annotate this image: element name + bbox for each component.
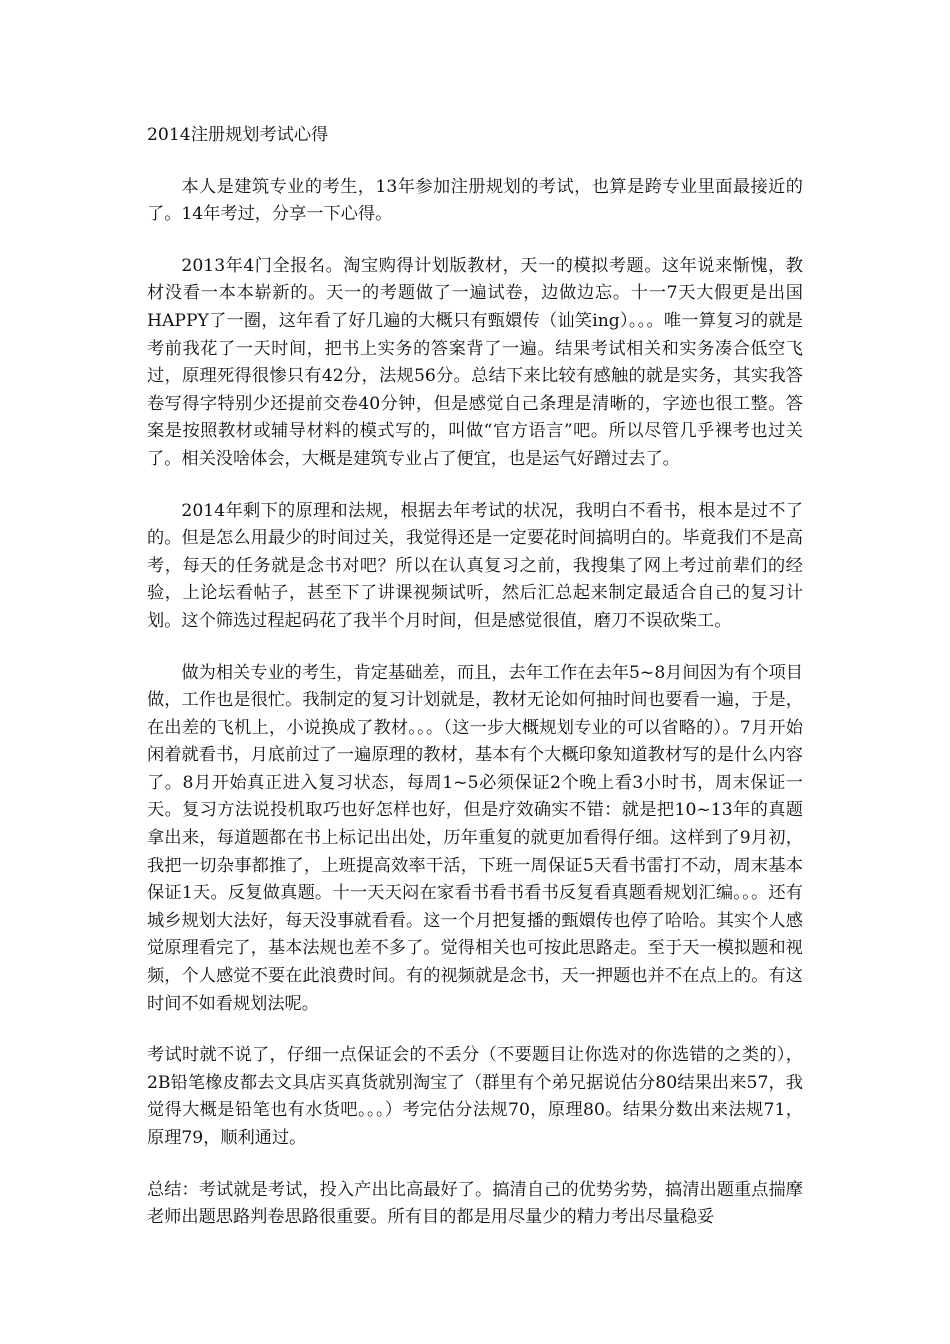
- paragraph-intro: 本人是建筑专业的考生，13年参加注册规划的考试，也算是跨专业里面最接近的了。14年考过，分享一下心得。: [147, 176, 803, 225]
- paragraph-summary: 总结：考试就是考试，投入产出比高最好了。搞清自己的优势劣势，搞清出题重点揣摩老师出题思路判卷思路很重要。所有目的都是用尽量少的精力考出尽量稳妥: [147, 1179, 803, 1228]
- paragraph-2014: 2014年剩下的原理和法规，根据去年考试的状况，我明白不看书，根本是过不了的。但是怎么用最少的时间过关，我觉得还是一定要花时间搞明白的。毕竟我们不是高考，每天的任务就是念书对吧？所以在认真复习之前，我搜集了网上考过前辈们的经验，上论坛看帖子，甚至下了讲课视频试听，然后汇总起来制定最适合自己的复习计划。这个筛选过程起码花了我半个月时间，但是感觉很值，磨刀不误砍柴工。: [147, 500, 803, 631]
- paragraph-exam: 考试时就不说了，仔细一点保证会的不丢分（不要题目让你选对的你选错的之类的），2B铅笔橡皮都去文具店买真货就别淘宝了（群里有个弟兄据说估分80结果出来57，我觉得大概是铅笔也有水货吧。。。）考完估分法规70，原理80。结果分数出来法规71，原理79，顺利通过。: [147, 1045, 803, 1148]
- document-body: [147, 122, 803, 1256]
- paragraph-study-plan: 做为相关专业的考生，肯定基础差，而且，去年工作在去年5~8月间因为有个项目做，工作也是很忙。我制定的复习计划就是，教材无论如何抽时间也要看一遍，于是，在出差的飞机上，小说换成了教材。。。（这一步大概规划专业的可以省略的）。7月开始闲着就看书，月底前过了一遍原理的教材，基本有个大概印象知道教材写的是什么内容了。8月开始真正进入复习状态，每周1~5必须保证2个晚上看3小时书，周末保证一天。复习方法说投机取巧也好怎样也好，但是疗效确实不错：就是把10~13年的真题拿出来，每道题都在书上标记出出处，历年重复的就更加看得仔细。这样到了9月初，我把一切杂事都推了，上班提高效率干活，下班一周保证5天看书雷打不动，周末基本保证1天。反复做真题。十一天天闷在家看书看书看书反复看真题看规划汇编。。。还有城乡规划大法好，每天没事就看看。这一个月把复播的甄嬛传也停了哈哈。其实个人感觉原理看完了，基本法规也差不多了。觉得相关也可按此思路走。至于天一模拟题和视频，个人感觉不要在此浪费时间。有的视频就是念书，天一押题也并不在点上的。有这时间不如看规划法呢。: [147, 662, 803, 1014]
- document-title: 2014注册规划考试心得: [147, 125, 329, 145]
- paragraph-2013: 2013年4门全报名。淘宝购得计划版教材，天一的模拟考题。这年说来惭愧，教材没看一本本崭新的。天一的考题做了一遍试卷，边做边忘。十一7天大假更是出国HAPPY了一圈，这年看了好几遍的大概只有甄嬛传（讪笑ing）。。。唯一算复习的就是考前我花了一天时间，把书上实务的答案背了一遍。结果考试相关和实务凑合低空飞过，原理死得很惨只有42分，法规56分。总结下来比较有感触的就是实务，其实我答卷写得字特别少还提前交卷40分钟，但是感觉自己条理是清晰的，字迹也很工整。答案是按照教材或辅导材料的模式写的，叫做“官方语言”吧。所以尽管几乎裸考也过关了。相关没啥体会，大概是建筑专业占了便宜，也是运气好蹭过去了。: [147, 255, 803, 469]
